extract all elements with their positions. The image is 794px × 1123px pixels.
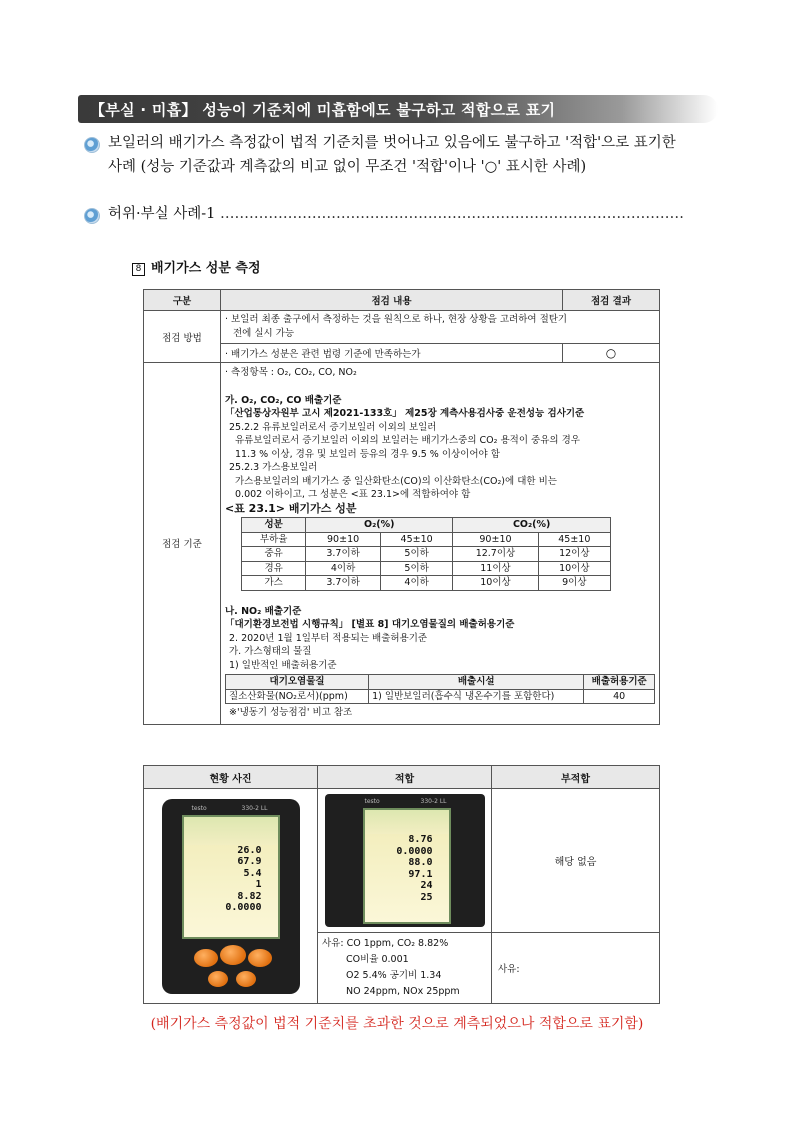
comp-header-item: 성분	[242, 518, 306, 533]
banner-title: 【부실 · 미흡】 성능이 기준치에 미흡함에도 불구하고 적합으로 표기	[90, 101, 556, 119]
table-row	[242, 561, 611, 576]
table-cell: 3.7이하	[306, 547, 381, 562]
table-cell: 경유	[242, 561, 306, 576]
col-header-photo: 현황 사진	[144, 766, 318, 789]
table-cell: 90±10	[453, 532, 538, 547]
table-cell: 3.7이하	[306, 576, 381, 591]
table-cell: 45±10	[380, 532, 452, 547]
method-item-1	[221, 311, 660, 344]
reading-value: 26.0	[237, 844, 262, 856]
criteria-a-2522-d2: 11.3 % 이상, 경유 및 보일러 등유의 경우 9.5 % 이상이어야 함	[235, 448, 500, 460]
device-screen	[363, 808, 451, 924]
reason-line: NO 24ppm, NOx 25ppm	[346, 986, 460, 997]
reason-line: 사유: CO 1ppm, CO₂ 8.82%	[322, 938, 449, 949]
criteria-b-ref: 「대기환경보전법 시행규칙」 [별표 8] 대기오염물질의 배출허용기준	[225, 619, 515, 630]
gas-analyzer-photo-2	[325, 794, 485, 927]
device-button	[220, 945, 246, 965]
caption: (배기가스 측정값이 법적 기준치를 초과한 것으로 계측되었으나 적합으로 표기함)	[150, 1016, 644, 1032]
method-line-1: · 보일러 최종 출구에서 측정하는 것을 원칙으로 하나, 현장 상황을 고려하여 절탄기	[225, 314, 568, 325]
reading-value: 25	[420, 891, 433, 903]
criteria-a-ref: 「산업통상자원부 고시 제2021-133호」 제25장 계측사용검사중 운전성능 검사기준	[225, 408, 585, 419]
reading-value: 24	[420, 880, 433, 891]
criteria-content	[221, 363, 660, 725]
table-cell: 1) 일반보일러(흡수식 냉온수기를 포함한다)	[369, 689, 584, 704]
criteria-b-line-1: 2. 2020년 1월 1일부터 적용되는 배출허용기준	[229, 632, 428, 644]
method-item-2: · 배기가스 성분은 관련 법령 기준에 만족하는가	[221, 344, 563, 363]
criteria-label: 점검 기준	[144, 363, 221, 725]
reading-value: 97.1	[408, 868, 433, 880]
section-number: 8	[132, 263, 145, 276]
table-cell: 5이하	[380, 547, 452, 562]
table-cell: 가스	[242, 576, 306, 591]
emis-header-pollutant: 대기오염물질	[226, 675, 369, 690]
device-brand-label: testo	[364, 798, 380, 805]
table-cell: 10이상	[453, 576, 538, 591]
composition-table-title: <표 23.1> 배기가스 성분	[225, 501, 357, 515]
criteria-a-2523-d1: 가스용보일러의 배기가스 중 일산화탄소(CO)의 이산화탄소(CO₂)에 대한 비는	[235, 475, 557, 487]
case-label	[108, 202, 728, 226]
intro-line-1: 보일러의 배기가스 측정값이 법적 기준치를 벗어나고 있음에도 불구하고 '적합'으로 표기한	[108, 135, 676, 151]
table-cell: 10이상	[538, 561, 610, 576]
bullet-icon	[84, 137, 100, 153]
device-model-label: 330-2 LL	[241, 804, 268, 812]
col-header-category: 구분	[144, 290, 221, 311]
criteria-a-2523: 25.2.3 가스용보일러	[229, 462, 318, 473]
intro-line-2: 사례 (성능 기준값과 계측값의 비교 없이 무조건 '적합'이나 '○' 표시한 사례)	[108, 159, 587, 175]
table-cell: 11이상	[453, 561, 538, 576]
col-header-unsuitable: 부적합	[492, 766, 660, 789]
table-row	[242, 576, 611, 591]
device-button	[208, 971, 228, 987]
table-cell: 12이상	[538, 547, 610, 562]
table-cell: 4이하	[306, 561, 381, 576]
section-heading	[132, 257, 261, 276]
emis-header-facility: 배출시설	[369, 675, 584, 690]
device-button	[236, 971, 256, 987]
photo-cell-current	[144, 789, 318, 1004]
table-cell: 질소산화물(NO₂로서)(ppm)	[226, 689, 369, 704]
table-cell: 중유	[242, 547, 306, 562]
reading-value: 0.0000	[396, 845, 433, 857]
table-cell: 90±10	[306, 532, 381, 547]
method-result: ○	[563, 344, 660, 363]
photo-cell-suitable	[318, 789, 492, 933]
col-header-content: 점검 내용	[221, 290, 563, 311]
unsuitable-cell: 해당 없음	[492, 789, 660, 933]
criteria-a-2522-d1: 유류보일러로서 증기보일러 이외의 보일러는 배기가스중의 CO₂ 용적이 중유의 경우	[235, 435, 580, 446]
comp-header-co2: CO₂(%)	[453, 518, 611, 533]
emis-header-limit: 배출허용기준	[584, 675, 655, 690]
reading-value: 8.82	[237, 890, 262, 902]
criteria-a-title: 가. O₂, CO₂, CO 배출기준	[225, 394, 342, 406]
method-label: 점검 방법	[144, 311, 221, 363]
composition-table	[241, 517, 611, 591]
section-title: 배기가스 성분 측정	[151, 261, 261, 276]
method-line-2: 전에 실시 가능	[233, 328, 295, 339]
table-cell: 9이상	[538, 576, 610, 591]
inspection-table	[143, 289, 660, 725]
case-leader-dots: ……………………………………………………………………………………	[220, 206, 684, 222]
table-cell: 45±10	[538, 532, 610, 547]
col-header-suitable: 적합	[318, 766, 492, 789]
criteria-b-line-2: 가. 가스형태의 물질	[229, 646, 312, 657]
device-button	[248, 949, 272, 967]
table-row	[242, 532, 611, 547]
reading-value: 5.4	[243, 867, 262, 879]
case-title: 허위·부실 사례-1	[108, 206, 216, 222]
photo-table	[143, 765, 660, 1004]
table-cell: 40	[584, 689, 655, 704]
reading-value: 1	[255, 879, 262, 890]
table-row	[226, 689, 655, 704]
device-button	[194, 949, 218, 967]
criteria-note: ※'냉동기 성능점검' 비고 참조	[229, 707, 353, 718]
device-screen	[182, 815, 280, 939]
reading-value: 67.9	[237, 856, 262, 867]
col-header-result: 점검 결과	[563, 290, 660, 311]
reading-value: 8.76	[408, 834, 433, 845]
reason-cell-unsuitable: 사유:	[492, 933, 660, 1004]
table-cell: 12.7이상	[453, 547, 538, 562]
criteria-b-line-3: 1) 일반적인 배출허용기준	[229, 659, 337, 671]
reading-value: 0.0000	[225, 902, 262, 913]
reason-line: CO비율 0.001	[346, 954, 409, 965]
intro-paragraph	[108, 131, 748, 179]
reading-value: 88.0	[408, 857, 433, 868]
table-cell: 5이하	[380, 561, 452, 576]
criteria-a-2523-d2: 0.002 이하이고, 그 성분은 <표 23.1>에 적합하여야 함	[235, 489, 471, 500]
section-banner	[78, 95, 718, 123]
emission-table	[225, 674, 655, 704]
table-cell: 부하율	[242, 532, 306, 547]
device-model-label: 330-2 LL	[420, 798, 447, 805]
criteria-items: · 측정항목 : O₂, CO₂, CO, NO₂	[225, 367, 357, 378]
reason-line: O2 5.4% 공기비 1.34	[346, 970, 442, 981]
reason-cell-suitable	[318, 933, 492, 1004]
bullet-icon	[84, 208, 100, 224]
criteria-a-2522: 25.2.2 유류보일러로서 증기보일러 이외의 보일러	[229, 421, 437, 433]
criteria-b-title: 나. NO₂ 배출기준	[225, 605, 302, 617]
table-cell: 4이하	[380, 576, 452, 591]
table-row	[242, 547, 611, 562]
gas-analyzer-photo-1	[162, 799, 300, 994]
device-brand-label: testo	[191, 804, 207, 812]
comp-header-o2: O₂(%)	[306, 518, 453, 533]
